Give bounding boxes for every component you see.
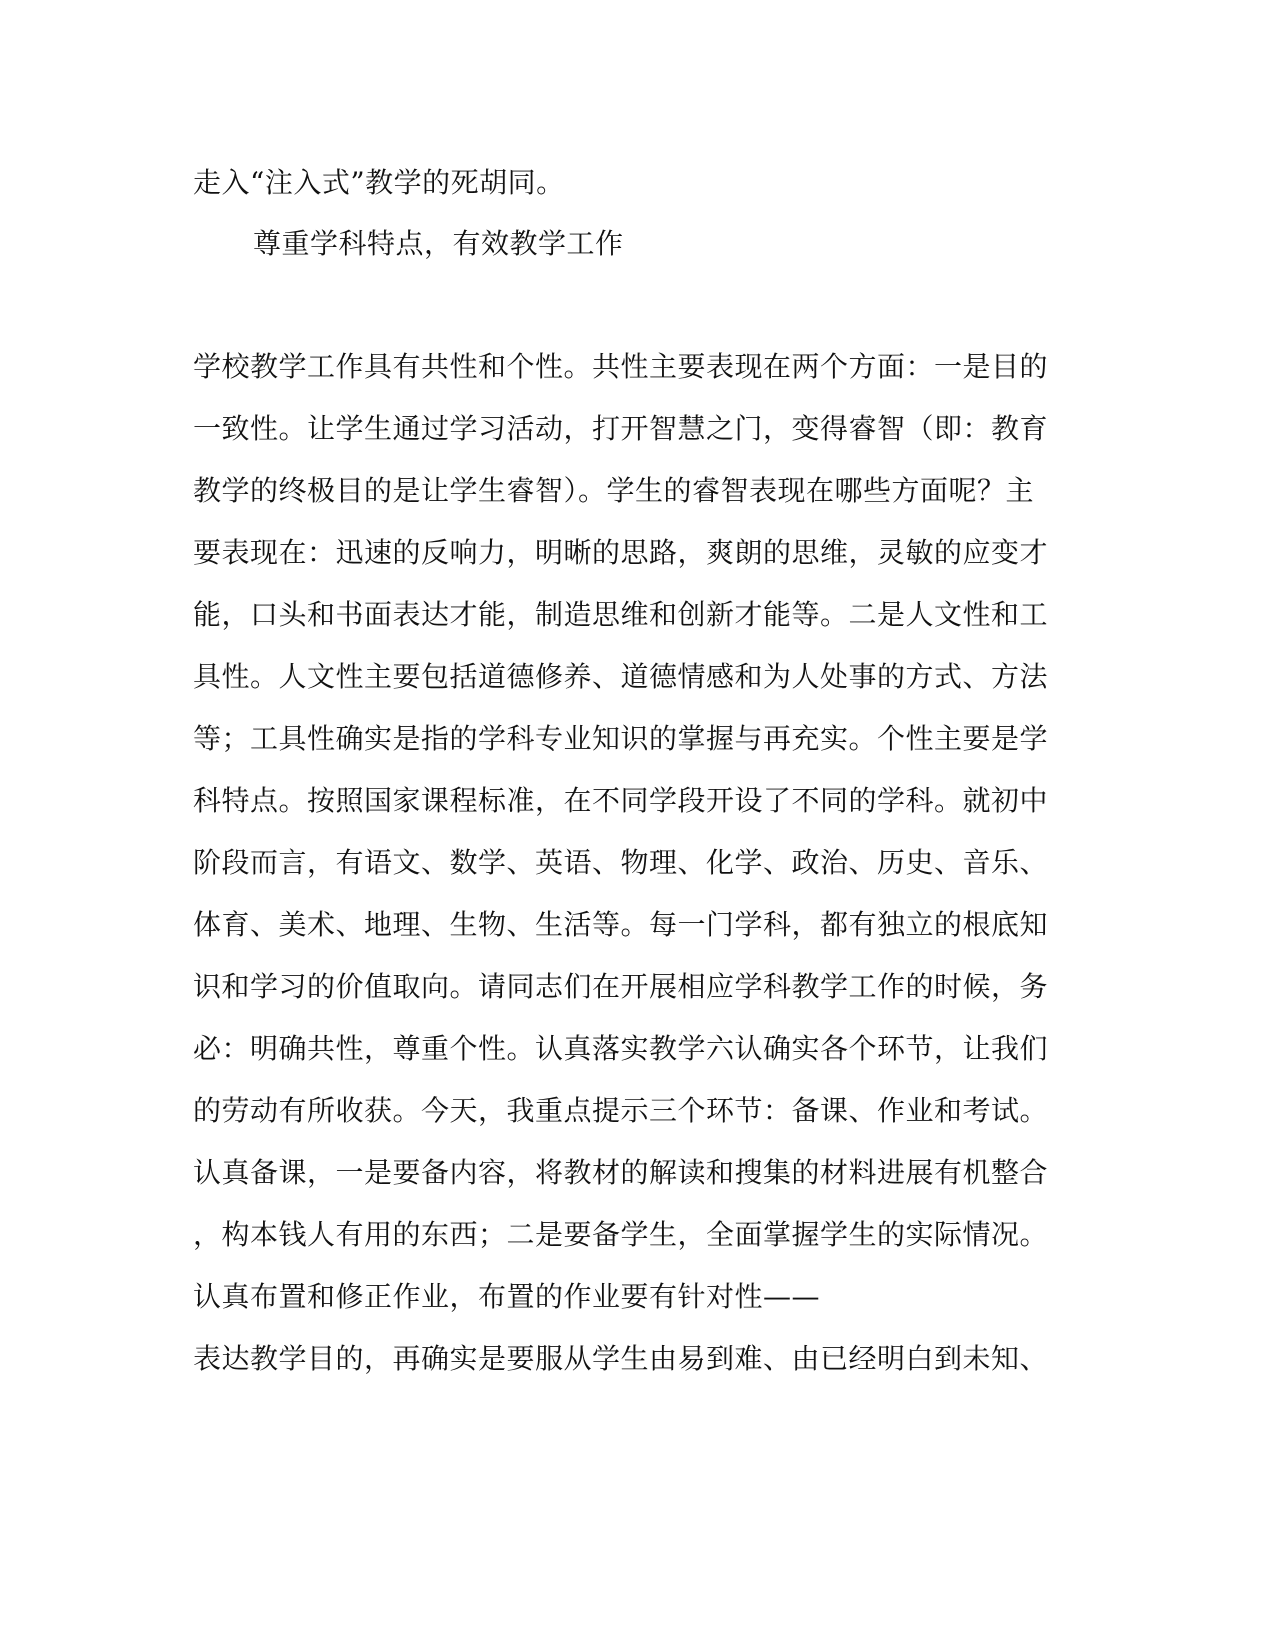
text-line: 具性。人文性主要包括道德修养、道德情感和为人处事的方式、方法: [193, 660, 1049, 693]
section-heading: 尊重学科特点，有效教学工作: [253, 227, 624, 260]
text-line: 科特点。按照国家课程标准，在不同学段开设了不同的学科。就初中: [193, 784, 1049, 817]
text-line: 教学的终极目的是让学生睿智）。学生的睿智表现在哪些方面呢？主: [193, 474, 1035, 507]
text-line: 表达教学目的，再确实是要服从学生由易到难、由已经明白到未知、: [193, 1342, 1049, 1375]
text-line: 能，口头和书面表达才能，制造思维和创新才能等。二是人文性和工: [193, 598, 1049, 631]
text-line: ，构本钱人有用的东西；二是要备学生，全面掌握学生的实际情况。: [193, 1218, 1049, 1251]
text-line: 体育、美术、地理、生物、生活等。每一门学科，都有独立的根底知: [193, 908, 1049, 941]
text-line: 的劳动有所收获。今天，我重点提示三个环节：备课、作业和考试。: [193, 1094, 1049, 1127]
text-line: 走入“注入式”教学的死胡同。: [193, 166, 565, 199]
text-line: 认真布置和修正作业，布置的作业要有针对性——: [193, 1280, 821, 1313]
text-line: 一致性。让学生通过学习活动，打开智慧之门，变得睿智（即：教育: [193, 412, 1049, 445]
text-line: 识和学习的价值取向。请同志们在开展相应学科教学工作的时候，务: [193, 970, 1049, 1003]
text-line: 等；工具性确实是指的学科专业知识的掌握与再充实。个性主要是学: [193, 722, 1049, 755]
text-line: 认真备课，一是要备内容，将教材的解读和搜集的材料进展有机整合: [193, 1156, 1049, 1189]
text-line: 要表现在：迅速的反响力，明晰的思路，爽朗的思维，灵敏的应变才: [193, 536, 1049, 569]
text-line: 阶段而言，有语文、数学、英语、物理、化学、政治、历史、音乐、: [193, 846, 1049, 879]
text-line: 学校教学工作具有共性和个性。共性主要表现在两个方面：一是目的: [193, 350, 1049, 383]
text-line: 必：明确共性，尊重个性。认真落实教学六认确实各个环节，让我们: [193, 1032, 1049, 1065]
